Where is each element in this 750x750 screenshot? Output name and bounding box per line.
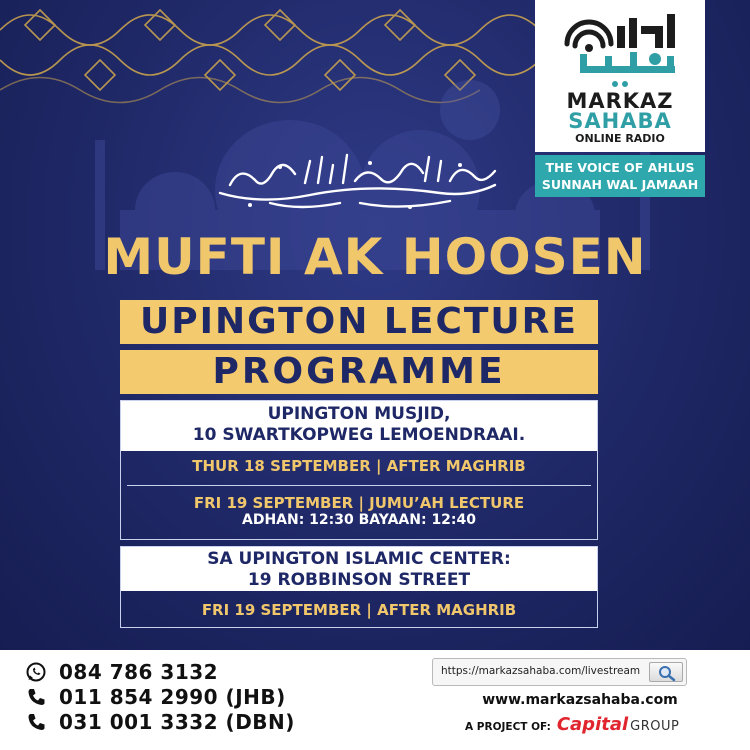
- phone-jhb-contact[interactable]: [25, 685, 286, 709]
- session-time: THUR 18 SEPTEMBER | AFTER MAGHRIB: [192, 457, 526, 475]
- whatsapp-number: 084 786 3132: [59, 660, 219, 684]
- livestream-url[interactable]: https://markazsahaba.com/livestream: [441, 665, 641, 677]
- venue-address: [121, 547, 597, 591]
- search-button[interactable]: [649, 662, 683, 682]
- search-icon: [650, 663, 684, 683]
- phone-icon: [25, 686, 47, 708]
- venue-card-upington-musjid: [120, 400, 598, 540]
- venue-name-line-1: UPINGTON MUSJID,: [267, 404, 451, 424]
- session-details: ADHAN: 12:30 BAYAAN: 12:40: [241, 512, 477, 528]
- livestream-url-box[interactable]: [432, 658, 687, 686]
- venue-name-line-2: 10 SWARTKOPWEG LEMOENDRAAI.: [192, 425, 526, 445]
- whatsapp-icon: [25, 661, 47, 683]
- project-of-label: A PROJECT OF:: [465, 721, 551, 733]
- capital-group-suffix: GROUP: [630, 719, 680, 734]
- venue-address: [121, 401, 597, 451]
- programme-title-line-1: UPINGTON LECTURE: [120, 300, 598, 344]
- markaz-sahaba-logo: [535, 0, 705, 152]
- tagline-line-2: SUNNAH WAL JAMAAH: [541, 177, 699, 192]
- speaker-name: MUFTI AK HOOSEN: [103, 228, 647, 286]
- project-of-row: [465, 714, 679, 734]
- capital-brand-logo: Capital: [556, 714, 629, 735]
- session-time: FRI 19 SEPTEMBER | AFTER MAGHRIB: [201, 601, 517, 619]
- phone-number-jhb: 011 854 2990 (JHB): [59, 685, 286, 709]
- phone-dbn-contact[interactable]: [25, 710, 295, 734]
- radio-wave-logo-icon: [555, 4, 685, 92]
- session-time: FRI 19 SEPTEMBER | JUMU’AH LECTURE: [193, 494, 525, 512]
- tagline-banner: [535, 155, 705, 197]
- logo-markaz-text: MARKAZ: [566, 89, 674, 113]
- programme-title-line-2: PROGRAMME: [120, 350, 598, 394]
- logo-sahaba-text: SAHABA: [568, 109, 672, 133]
- whatsapp-contact[interactable]: [25, 660, 218, 684]
- logo-online-radio-text: ONLINE RADIO: [575, 132, 665, 145]
- venue-card-islamic-center: [120, 546, 598, 628]
- session-divider: [127, 485, 591, 486]
- tagline-line-1: THE VOICE OF AHLUS: [545, 160, 695, 175]
- venue-name-line-2: 19 ROBBINSON STREET: [247, 570, 471, 590]
- phone-number-dbn: 031 001 3332 (DBN): [59, 710, 295, 734]
- website-link[interactable]: www.markazsahaba.com: [482, 692, 678, 708]
- bismillah-calligraphy: [210, 145, 510, 215]
- phone-icon: [25, 711, 47, 733]
- venue-name-line-1: SA UPINGTON ISLAMIC CENTER:: [207, 549, 511, 569]
